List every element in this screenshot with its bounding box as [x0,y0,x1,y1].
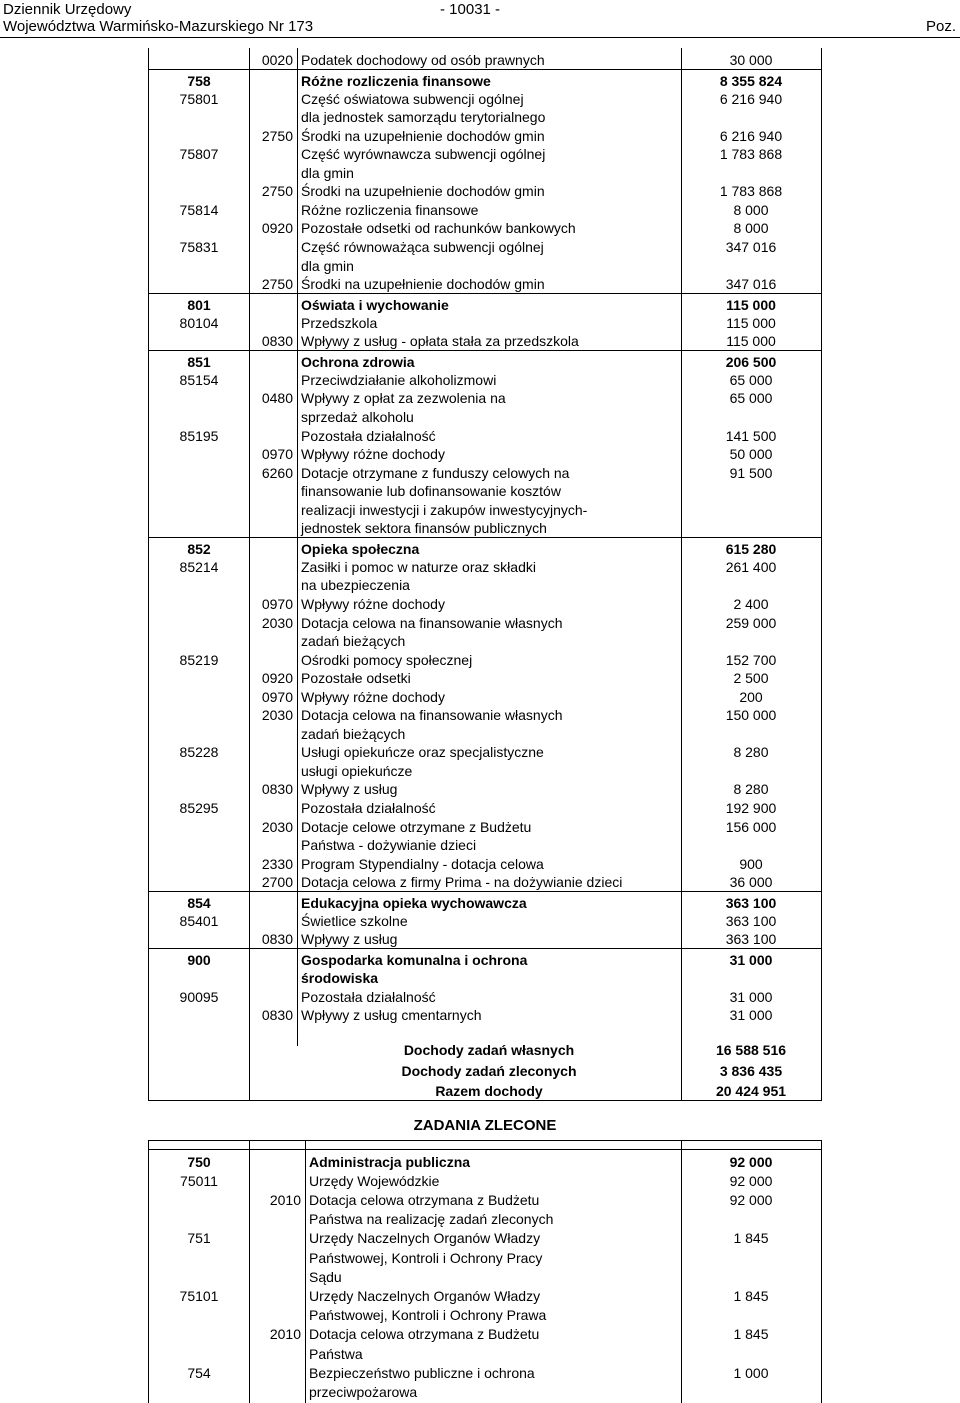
item-description: Urzędy Naczelnych Organów Władzy [309,1287,541,1304]
amount: 65 000 [729,390,773,407]
section-code: 85401 [179,912,219,929]
item-description: Dotacja celowa na finansowanie własnych [301,614,563,631]
table-row [149,200,821,219]
table-row [149,444,821,463]
section-code: 852 [187,540,211,557]
section-code: 85195 [179,427,219,444]
item-description: zadań bieżących [301,633,406,650]
amount: 8 280 [733,744,769,761]
section-code: 750 [187,1154,211,1170]
amount: 150 000 [725,707,777,724]
table-row [149,854,821,873]
item-description: Dotacja celowa otrzymana z Budżetu [309,1191,540,1208]
item-description: Zasiłki i pomoc w naturze oraz składki [301,558,536,575]
section-code: 900 [187,951,211,968]
table-row [149,1208,821,1227]
paragraph-code: 0970 [261,688,293,705]
item-description: Pozostałe odsetki od rachunków bankowych [301,220,576,237]
table-row [149,1170,821,1189]
section-code: 75011 [180,1172,218,1189]
paragraph-code: 2750 [261,127,293,144]
amount: 8 355 824 [719,72,783,89]
delegated-tasks-table [148,1140,822,1403]
table-row [149,426,821,445]
section-code: 85214 [179,558,219,575]
section-code: 85154 [179,371,219,388]
item-description: Pozostała działalność [301,800,436,816]
item-description: Państwa - dożywianie dzieci [301,837,477,854]
page-number: - 10031 - [440,1,501,18]
amount: 115 000 [726,296,776,313]
journal-subtitle: Województwa Warmińsko-Mazurskiego Nr 173 [3,18,314,35]
item-description: Sądu [309,1268,342,1285]
item-description: realizacji inwestycji i zakupów inwestycyjnych- [301,501,588,518]
item-description: Świetlice szkolne [301,912,408,929]
amount: 115 000 [726,314,776,331]
table-row [149,798,821,817]
item-description: jednostek sektora finansów publicznych [301,520,547,537]
paragraph-code: 0920 [261,670,293,687]
item-description: Środki na uzupełnienie dochodów gmin [301,276,545,293]
paragraph-code: 6260 [261,464,293,481]
table-row [149,742,821,761]
paragraph-code: 2750 [261,276,293,293]
total-amount: 20 424 951 [715,1083,787,1099]
item-description: Ośrodki pomocy społecznej [301,651,473,668]
amount: 1 783 868 [719,183,783,200]
amount: 92 000 [729,1172,773,1189]
amount: 261 400 [725,558,777,575]
item-description: Program Stypendialny - dotacja celowa [301,855,544,872]
amount: 1 845 [733,1326,769,1343]
item-description: Edukacyjna opieka wychowawcza [301,894,527,911]
item-description: Wpływy różne dochody [301,688,445,705]
item-description: Dotacja celowa otrzymana z Budżetu [309,1326,540,1343]
item-description: Pozostała działalność [301,427,436,444]
total-label: Dochody zadań własnych [403,1042,575,1058]
table-row [149,144,821,163]
table-row [149,668,821,687]
item-description: Dotacja celowa z firmy Prima - na dożywianie dzieci [301,874,623,891]
paragraph-code: 0830 [261,781,293,798]
table-row [149,370,821,389]
total-row [149,1083,821,1103]
section-code: 80104 [179,314,219,331]
item-description: Dotacja celowa na finansowanie własnych [301,707,563,724]
table-row [149,407,821,426]
table-row [149,613,821,632]
table-row [149,835,821,854]
table-row [149,181,821,200]
item-description: Środki na uzupełnienie dochodów gmin [301,127,545,144]
table-row [149,1005,821,1024]
table-row [149,89,821,108]
section-code: 75807 [179,146,219,163]
section-code: 75814 [179,201,219,218]
amount: 141 500 [725,427,777,444]
table-row [149,293,821,313]
amount: 8 280 [733,781,769,798]
table-row [149,1343,821,1362]
table-row [149,594,821,613]
item-description: Dotacje celowe otrzymane z Budżetu [301,818,532,835]
amount: 2 400 [733,595,769,612]
table-row [149,1304,821,1323]
table-row [149,705,821,724]
item-description: przeciwpożarowa [309,1383,418,1400]
amount: 1 000 [733,1364,769,1381]
table-row [149,500,821,519]
table-row [149,968,821,987]
section-code: 75831 [179,239,219,255]
amount: 31 000 [729,988,773,1005]
table-row [149,518,821,537]
item-description: Wpływy z opłat za zezwolenia na [301,390,506,407]
section-code: 851 [187,353,211,370]
table-row [149,987,821,1006]
amount: 615 280 [725,540,777,557]
item-description: Państwa [309,1345,363,1362]
item-description: Administracja publiczna [309,1154,471,1170]
amount: 347 016 [725,276,777,293]
table-row [149,50,821,69]
table-row [149,388,821,407]
table-row [149,331,821,350]
table-row [149,761,821,780]
item-description: Państwowej, Kontroli i Ochrony Prawa [309,1307,547,1324]
item-description: Podatek dochodowy od osób prawnych [301,52,545,68]
item-description: dla jednostek samorządu terytorialnego [301,109,546,126]
amount: 152 700 [725,651,777,668]
item-description: Ochrona zdrowia [301,353,415,370]
table-row [149,1381,821,1400]
table-row [149,1285,821,1304]
table-row [149,69,821,89]
amount: 206 500 [725,353,777,370]
item-description: Opieka społeczna [301,540,420,557]
table-row [149,537,821,557]
table-row [149,872,821,891]
amount: 31 000 [729,951,773,968]
item-description: zadań bieżących [301,725,406,742]
amount: 192 900 [725,800,777,816]
amount: 50 000 [729,446,773,463]
amount: 92 000 [729,1191,773,1208]
item-description: Przedszkola [301,314,378,331]
section-code: 751 [187,1230,211,1247]
table-row [149,350,821,370]
item-description: Wpływy z usług [301,781,398,798]
item-description: usługi opiekuńcze [301,762,413,779]
amount: 31 000 [729,1007,773,1024]
item-description: Wpływy różne dochody [301,595,445,612]
item-description: Część oświatowa subwencji ogólnej [301,90,524,107]
amount: 347 016 [725,239,777,255]
paragraph-code: 0970 [261,446,293,463]
total-label: Razem dochody [435,1083,543,1099]
item-description: Urzędy Wojewódzkie [309,1172,440,1189]
item-description: Dotacje otrzymane z funduszy celowych na [301,464,570,481]
amount: 6 216 940 [719,127,783,144]
table-row [149,1149,821,1169]
table-row [149,779,821,798]
amount: 259 000 [725,614,777,631]
section-code: 85228 [179,744,219,761]
paragraph-code: 0020 [261,52,293,68]
amount: 1 845 [733,1230,769,1247]
amount: 65 000 [729,371,773,388]
amount: 200 [739,688,763,705]
amount: 1 845 [733,1287,769,1304]
paragraph-code: 2330 [261,855,293,872]
item-description: Urzędy Naczelnych Organów Władzy [309,1230,541,1247]
amount: 92 000 [729,1154,773,1170]
table-row [149,481,821,500]
journal-title: Dziennik Urzędowy [3,1,132,18]
amount: 900 [739,855,763,872]
amount: 156 000 [725,818,777,835]
item-description: Część wyrównawcza subwencji ogólnej [301,146,546,163]
item-description: Środki na uzupełnienie dochodów gmin [301,183,545,200]
table-row [149,948,821,968]
paragraph-code: 0970 [261,595,293,612]
section-code: 854 [187,894,211,911]
income-table [148,48,822,1101]
paragraph-code: 0830 [261,333,293,350]
table-row [149,1323,821,1342]
table-row [149,687,821,706]
paragraph-code: 0920 [261,220,293,237]
item-description: Wpływy różne dochody [301,446,445,463]
table-row [149,891,821,911]
table-row [149,631,821,650]
total-row [149,1042,821,1062]
item-description: finansowanie lub dofinansowanie kosztów [301,483,561,500]
amount: 363 100 [725,912,777,929]
table-row [149,557,821,576]
item-description: Wpływy z usług - opłata stała za przedszkola [301,333,579,350]
item-description: Państwa na realizację zadań zleconych [309,1211,554,1228]
paragraph-code: 0480 [261,390,293,407]
item-description: Wpływy z usług cmentarnych [301,1007,482,1024]
item-description: Część równoważąca subwencji ogólnej [301,239,544,255]
table-row [149,126,821,145]
total-label: Dochody zadań zleconych [401,1062,577,1079]
table-row [149,1189,821,1208]
section-code: 754 [187,1364,211,1381]
item-description: Państwowej, Kontroli i Ochrony Pracy [309,1249,543,1266]
section-code: 90095 [179,988,219,1005]
amount: 363 100 [725,894,777,911]
table-row [149,575,821,594]
paragraph-code: 2750 [261,183,293,200]
item-description: dla gmin [301,164,354,181]
amount: 1 783 868 [719,146,783,163]
item-description: Oświata i wychowanie [301,296,449,313]
amount: 2 500 [733,670,769,687]
paragraph-code: 2010 [269,1326,301,1343]
total-row [149,1063,821,1083]
position-label: Poz. [926,18,957,35]
amount: 91 500 [729,464,773,481]
item-description: na ubezpieczenia [301,577,410,594]
paragraph-code: 0830 [261,1007,293,1024]
paragraph-code: 2030 [261,818,293,835]
amount: 36 000 [729,874,773,891]
item-description: Pozostałe odsetki [301,670,411,687]
section-title-zadania-zlecone: ZADANIA ZLECONE [413,1117,557,1134]
total-amount: 3 836 435 [719,1062,783,1079]
table-row [149,107,821,126]
item-description: Pozostała działalność [301,988,436,1005]
item-description: Wpływy z usług [301,931,398,948]
item-description: środowiska [301,969,379,986]
paragraph-code: 0830 [261,931,293,948]
table-row [149,724,821,743]
paragraph-code: 2030 [261,614,293,631]
amount: 30 000 [729,52,773,68]
total-amount: 16 588 516 [715,1042,787,1058]
paragraph-code: 2030 [261,707,293,724]
amount: 6 216 940 [719,90,783,107]
table-row [149,650,821,669]
table-row [149,1247,821,1266]
paragraph-code: 2700 [261,874,293,891]
item-description: sprzedaż alkoholu [301,408,414,425]
table-row [149,163,821,182]
item-description: Przeciwdziałanie alkoholizmowi [301,371,497,388]
section-code: 75801 [179,90,219,107]
table-row [149,929,821,948]
section-code: 75101 [179,1287,219,1304]
section-code: 85295 [179,800,219,816]
item-description: Gospodarka komunalna i ochrona [301,951,528,968]
section-code: 801 [187,296,211,313]
item-description: Bezpieczeństwo publiczne i ochrona [309,1364,535,1381]
item-description: Usługi opiekuńcze oraz specjalistyczne [301,744,544,761]
table-row [149,1362,821,1381]
item-description: Różne rozliczenia finansowe [301,201,479,218]
amount: 8 000 [733,220,769,237]
item-description: dla gmin [301,257,354,274]
table-row [149,218,821,237]
header-rule [0,37,960,38]
table-row [149,817,821,836]
table-row [149,256,821,275]
item-description: Różne rozliczenia finansowe [301,72,491,89]
amount: 8 000 [733,201,769,218]
amount: 115 000 [726,333,776,350]
section-code: 85219 [179,651,219,668]
table-row [149,1227,821,1246]
table-row [149,313,821,332]
table-row [149,1266,821,1285]
table-row [149,237,821,256]
amount: 363 100 [725,931,777,948]
paragraph-code: 2010 [269,1191,301,1208]
table-row [149,463,821,482]
table-row [149,911,821,930]
table-row [149,274,821,293]
section-code: 758 [187,72,211,89]
